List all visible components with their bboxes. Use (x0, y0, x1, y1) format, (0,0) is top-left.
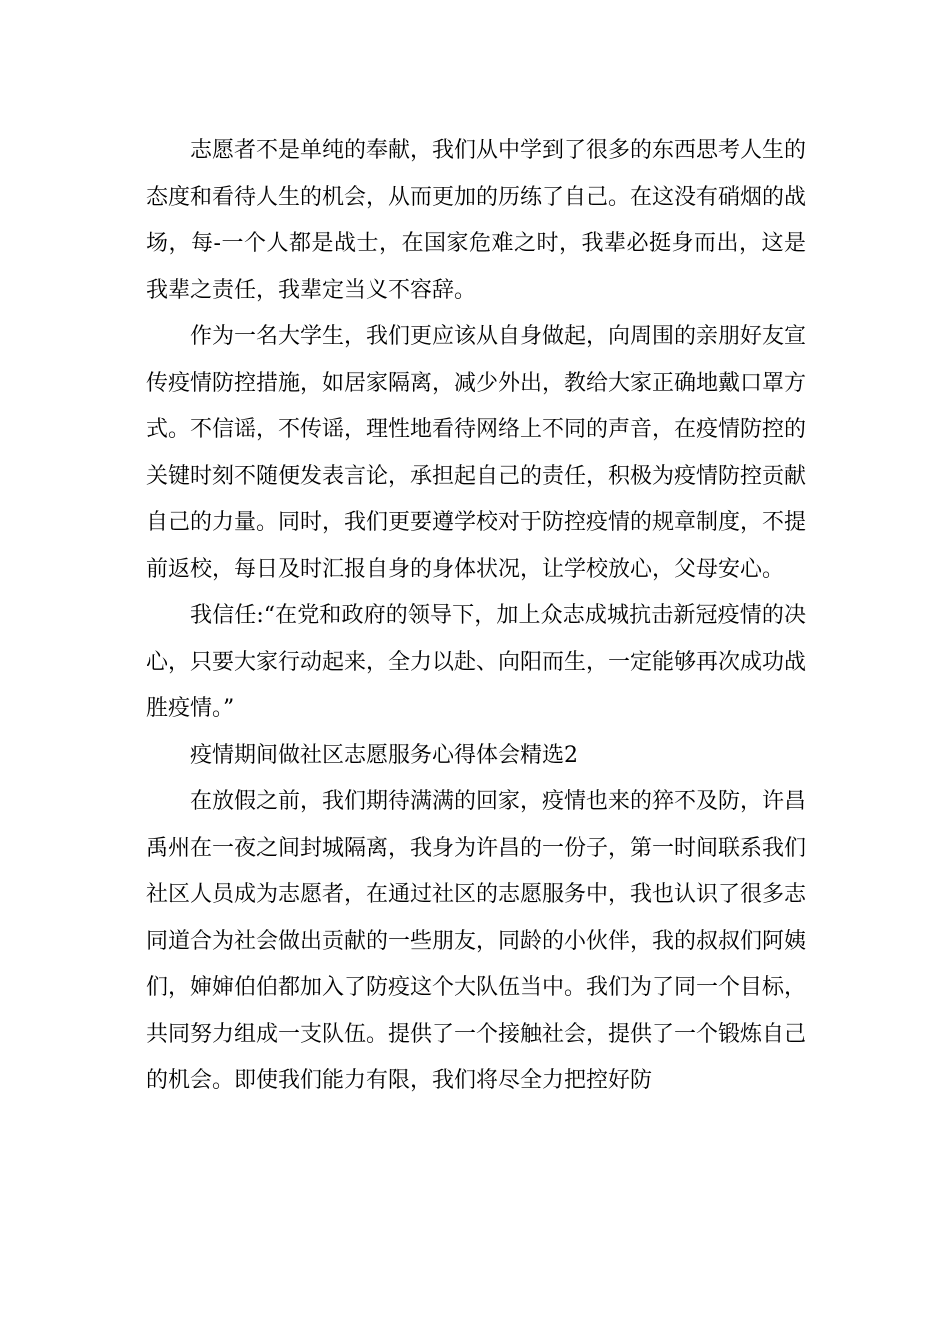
paragraph-student-responsibility: 作为一名大学生，我们更应该从自身做起，向周围的亲朋好友宣传疫情防控措施，如居家隔离，减少外出，教给大家正确地戴口罩方式。不信谣，不传谣，理性地看待网络上不同的声音，在疫情防控的关键时刻不随便发表言论，承担起自己的责任，积极为疫情防控贡献自己的力量。同时，我们更要遵学校对于防控疫情的规章制度，不提前返校，每日及时汇报自身的身体状况，让学校放心，父母安心。 (146, 324, 807, 582)
paragraph-volunteer-reflection: 志愿者不是单纯的奉献，我们从中学到了很多的东西思考人生的态度和看待人生的机会，从而更加的历练了自己。在这没有硝烟的战场，每-一个人都是战士，在国家危难之时，我辈必挺身而出，这是我辈之责任，我辈定当义不容辞。 (146, 138, 807, 303)
document-page (146, 128, 806, 1105)
paragraph-belief-quote: 我信任:“在党和政府的领导下，加上众志成城抗击新冠疫情的决心，只要大家行动起来，全力以赴、向阳而生，一定能够再次成功战胜疫情。” (146, 603, 807, 721)
paragraph-community-service: 在放假之前，我们期待满满的回家，疫情也来的猝不及防，许昌禹州在一夜之间封城隔离，我身为许昌的一份子，第一时间联系我们社区人员成为志愿者，在通过社区的志愿服务中，我也认识了很多志同道合为社会做出贡献的一些朋友，同龄的小伙伴，我的叔叔们阿姨们，婶婶伯伯都加入了防疫这个大队伍当中。我们为了同一个目标，共同努力组成一支队伍。提供了一个接触社会，提供了一个锻炼自己的机会。即使我们能力有限，我们将尽全力把控好防 (146, 789, 807, 1093)
section-heading: 疫情期间做社区志愿服务心得体会精选2 (190, 742, 578, 768)
